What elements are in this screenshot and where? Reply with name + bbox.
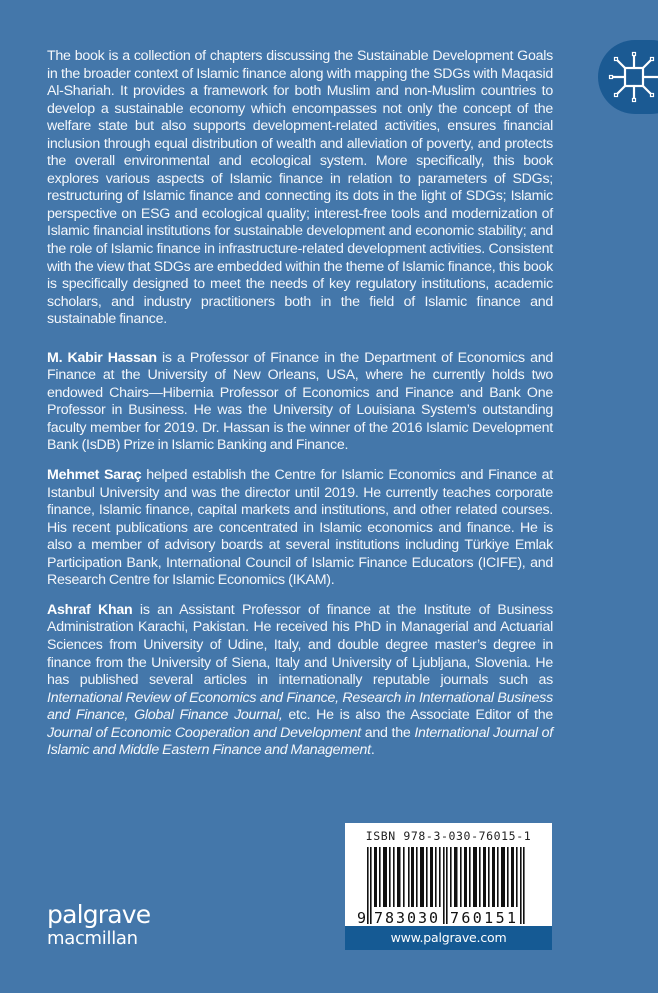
author-bio-sarac	[47, 467, 553, 590]
author-bio-khan	[47, 602, 553, 760]
journal-title: International Journal of Islamic and Middle Eastern Finance and Management	[47, 724, 553, 759]
author-bio-text: is an Assistant Professor of finance at the Institute of Business Administration Karachi, Pakistan. He received his PhD in Managerial and Actuarial Sciences from University of Udine, Italy, and double degree master’s degree in finance from the University of Siena, Italy and University of Ljubljana, Slovenia. He has published several articles in internationally reputable journals such as	[47, 601, 553, 689]
author-bio-hassan	[47, 350, 553, 455]
series-badge	[598, 40, 658, 114]
book-abstract: The book is a collection of chapters discussing the Sustainable Development Goals in the broader context of Islamic finance along with mapping the SDGs with Maqasid Al-Shariah. It provides a framework for both Muslim and non-Muslim countries to develop a sustainable economy which encompasses not only the concept of the welfare state but also supports development-related activities, ensures financial inclusion through equal distribution of wealth and alleviation of poverty, and protects the overall environmental and ecological system. More specifically, this book explores various aspects of Islamic finance in relation to parameters of SDGs; restructuring of Islamic finance and connecting its dots in the light of SDGs; Islamic perspective on ESG and ecological quality; interest-free tools and modernization of Islamic financial institutions for sustainable development and economic stability; and the role of Islamic finance in infrastructure-related development activities. Consistent with the view that SDGs are embedded within the theme of Islamic finance, this book is specifically designed to meet the needs of key regulatory institutions, academic scholars, and industry practitioners both in the field of Islamic finance and sustainable finance.	[47, 48, 553, 328]
barcode-digits-right: 760151	[450, 909, 516, 925]
journal-titles: International Review of Economics and Finance, Research in International Business and Finance, Global Finance Journal,	[47, 689, 553, 724]
circuit-chip-icon	[606, 49, 658, 105]
journal-title: Journal of Economic Cooperation and Development	[47, 724, 361, 741]
publisher-logo-line1: palgrave	[47, 900, 151, 929]
isbn-barcode-box	[345, 823, 552, 950]
publisher-logo-line2: macmillan	[47, 928, 138, 949]
back-cover-text	[47, 48, 553, 772]
publisher-url: www.palgrave.com	[345, 926, 552, 950]
barcode-icon	[357, 847, 541, 925]
author-bio-text: .	[370, 742, 375, 759]
barcode-digit-first: 9	[357, 909, 367, 925]
author-bio-text: is a Professor of Finance in the Department of Economics and Finance at the University of New Orleans, USA, where he currently holds two endowed Chairs—Hibernia Professor of Economics and Finance and Bank One Professor in Business. He was the University of Louisiana System’s outstanding faculty member for 2019. Dr. Hassan is the winner of the 2016 Islamic Development Bank (IsDB) Prize in Islamic Banking and Finance.	[47, 349, 553, 454]
publisher-logo	[47, 902, 150, 948]
author-name: Ashraf Khan	[47, 601, 133, 618]
author-name: Mehmet Saraç	[47, 467, 142, 484]
author-bio-text: and the	[360, 724, 415, 741]
isbn-label: ISBN 978-3-030-76015-1	[365, 829, 532, 843]
barcode-digits-left: 783030	[374, 909, 438, 925]
author-bio-text: helped establish the Centre for Islamic Economics and Finance at Istanbul University and was the director until 2019. He currently teaches corporate finance, Islamic finance, capital markets and institutions, and other related courses. His recent publications are concentrated in Islamic economics and finance. He is also a member of advisory boards at several institutions including Türkiye Emlak Participation Bank, International Council of Islamic Finance Educators (ICIFE), and Research Centre for Islamic Economics (IKAM).	[47, 467, 553, 589]
author-name: M. Kabir Hassan	[47, 349, 157, 366]
author-bio-text: etc. He is also the Associate Editor of the	[282, 707, 553, 724]
